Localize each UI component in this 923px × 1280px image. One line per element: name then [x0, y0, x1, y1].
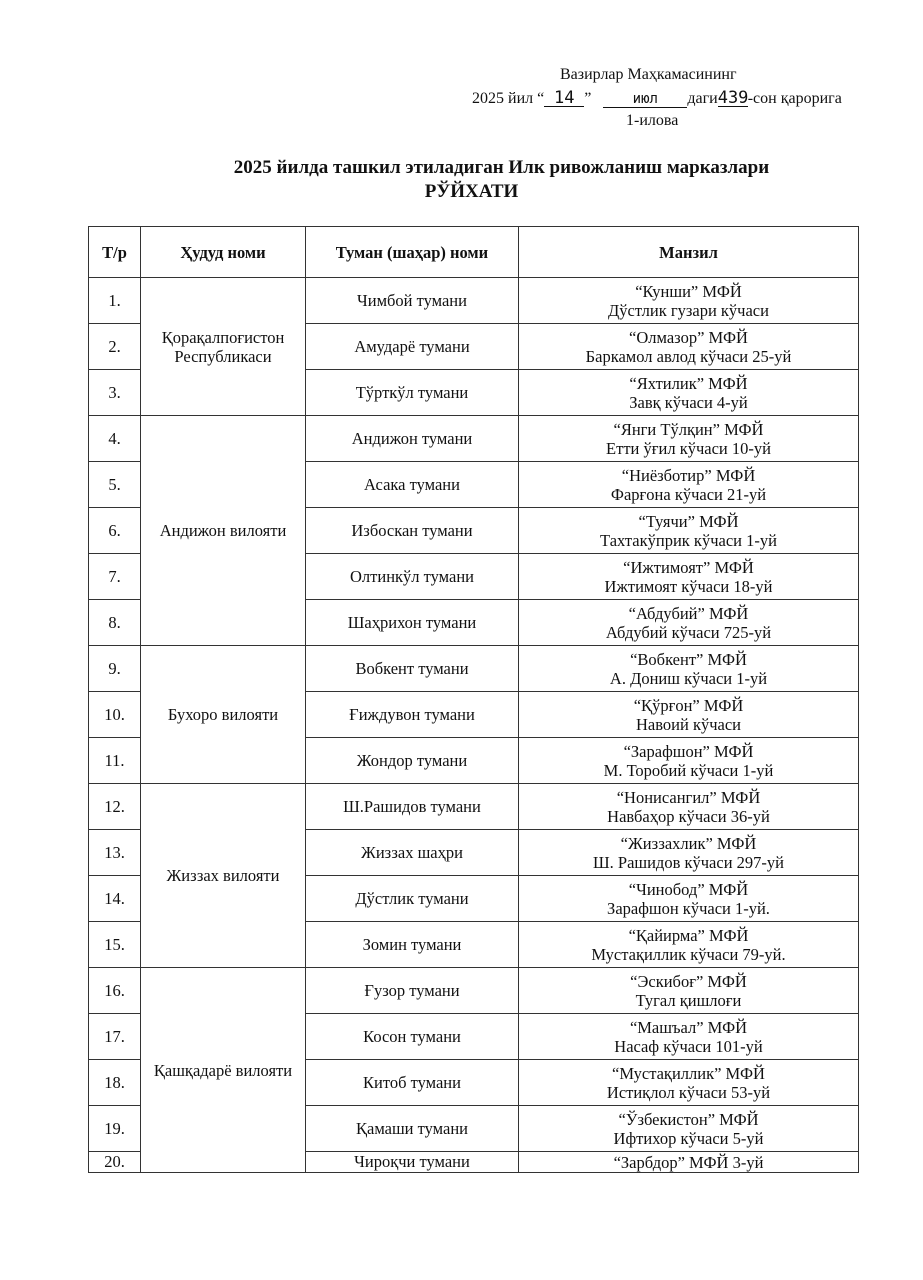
row-number: 16.	[89, 968, 141, 1014]
row-number: 15.	[89, 922, 141, 968]
address-line2: Зарафшон кўчаси 1-уй.	[607, 898, 770, 918]
district-name: Ш.Рашидов тумани	[306, 784, 519, 830]
table-row	[89, 784, 859, 830]
row-number: 17.	[89, 1014, 141, 1060]
header-line2	[472, 90, 842, 108]
district-name: Чироқчи тумани	[306, 1152, 519, 1173]
address-line1: “Зарафшон” МФЙ	[623, 741, 754, 761]
header-region-col: Ҳудуд номи	[141, 227, 306, 278]
region-name: Андижон вилояти	[141, 416, 306, 646]
address-line2: Ш. Рашидов кўчаси 297-уй	[593, 852, 784, 872]
address-line2: Ифтихор кўчаси 5-уй	[613, 1128, 764, 1148]
address	[519, 1014, 859, 1060]
address	[519, 600, 859, 646]
address-line1: “Ниёзботир” МФЙ	[621, 465, 756, 485]
table-header-row	[89, 227, 859, 278]
address-line2: Навбаҳор кўчаси 36-уй	[607, 806, 770, 826]
row-number: 4.	[89, 416, 141, 462]
address-line1: “Туячи” МФЙ	[638, 511, 739, 531]
centers-table	[88, 226, 859, 1173]
district-name: Шаҳрихон тумани	[306, 600, 519, 646]
district-name: Ғузор тумани	[306, 968, 519, 1014]
address	[519, 1152, 859, 1173]
address-line2: Мустақиллик кўчаси 79-уй.	[591, 944, 786, 964]
address-line1: “Нонисангил” МФЙ	[616, 787, 761, 807]
district-name: Жиззах шаҳри	[306, 830, 519, 876]
document-title: 2025 йилда ташкил этиладиган Илк ривожланиш марказлари	[233, 157, 770, 178]
address-line2: Баркамол авлод кўчаси 25-уй	[585, 346, 792, 366]
address-line1: “Кунши” МФЙ	[635, 281, 742, 301]
region-name: Бухоро вилояти	[141, 646, 306, 784]
address-line2: М. Торобий кўчаси 1-уй	[603, 760, 774, 780]
address	[519, 876, 859, 922]
header-line3	[626, 112, 678, 130]
table-row	[89, 416, 859, 462]
address	[519, 784, 859, 830]
row-number: 18.	[89, 1060, 141, 1106]
address-line2: Истиқлол кўчаси 53-уй	[606, 1082, 771, 1102]
address-line2: Тахтакўприк кўчаси 1-уй	[600, 530, 777, 550]
address	[519, 416, 859, 462]
address-line1: “Жиззахлик” МФЙ	[620, 833, 757, 853]
address-line1: “Қўрғон” МФЙ	[633, 695, 744, 715]
address-line1: “Янги Тўлқин” МФЙ	[613, 419, 764, 439]
district-name: Косон тумани	[306, 1014, 519, 1060]
document-title-list: РЎЙХАТИ	[424, 181, 519, 202]
address	[519, 830, 859, 876]
address-line1: “Чинобод” МФЙ	[628, 879, 749, 899]
address	[519, 508, 859, 554]
header-number-col: Т/р	[89, 227, 141, 278]
header-day: 14	[544, 90, 584, 107]
row-number: 1.	[89, 278, 141, 324]
header-address-col: Манзил	[519, 227, 859, 278]
row-number: 8.	[89, 600, 141, 646]
header-appendix: 1-илова	[626, 112, 679, 129]
header-district-col: Туман (шаҳар) номи	[306, 227, 519, 278]
address-line1: “Вобкент” МФЙ	[630, 649, 747, 669]
header-ministry: Вазирлар Маҳкамасининг	[560, 66, 737, 83]
row-number: 14.	[89, 876, 141, 922]
district-name: Андижон тумани	[306, 416, 519, 462]
district-name: Тўрткўл тумани	[306, 370, 519, 416]
row-number: 7.	[89, 554, 141, 600]
address-line1: “Мустақиллик” МФЙ	[612, 1063, 765, 1083]
row-number: 19.	[89, 1106, 141, 1152]
address-line1: “Қайирма” МФЙ	[628, 925, 749, 945]
district-name: Жондор тумани	[306, 738, 519, 784]
row-number: 11.	[89, 738, 141, 784]
district-name: Чимбой тумани	[306, 278, 519, 324]
region-name: Қорақалпоғистон Республикаси	[141, 278, 306, 416]
address	[519, 1060, 859, 1106]
address-line1: “Эскибоғ” МФЙ	[630, 971, 747, 991]
row-number: 10.	[89, 692, 141, 738]
address-line2: Ижтимоят кўчаси 18-уй	[604, 576, 773, 596]
address	[519, 278, 859, 324]
address-line2: Абдубий кўчаси 725-уй	[605, 622, 772, 642]
header-year-prefix: 2025 йил “	[472, 90, 545, 107]
address	[519, 1106, 859, 1152]
row-number: 20.	[89, 1152, 141, 1173]
address-line2: Тугал қишлоғи	[635, 990, 742, 1010]
row-number: 5.	[89, 462, 141, 508]
address-line2: Навоий кўчаси	[636, 714, 741, 734]
address	[519, 554, 859, 600]
header-quote-close: ”	[584, 90, 592, 107]
table-row	[89, 968, 859, 1014]
address	[519, 370, 859, 416]
address	[519, 462, 859, 508]
table-row	[89, 646, 859, 692]
district-name: Ғиждувон тумани	[306, 692, 519, 738]
address	[519, 968, 859, 1014]
region-name: Жиззах вилояти	[141, 784, 306, 968]
row-number: 9.	[89, 646, 141, 692]
row-number: 2.	[89, 324, 141, 370]
district-name: Олтинкўл тумани	[306, 554, 519, 600]
address-line2: Дўстлик гузари кўчаси	[608, 300, 769, 320]
district-name: Зомин тумани	[306, 922, 519, 968]
header-month: июл	[603, 91, 687, 108]
address-line1: “Ўзбекистон” МФЙ	[618, 1109, 759, 1129]
address-line2: Фарғона кўчаси 21-уй	[610, 484, 767, 504]
address-line1: “Зарбдор” МФЙ 3-уй	[613, 1152, 764, 1172]
address-line1: “Яхтилик” МФЙ	[629, 373, 748, 393]
address	[519, 922, 859, 968]
table-body	[89, 278, 859, 1173]
address	[519, 646, 859, 692]
address-line2: Насаф кўчаси 101-уй	[614, 1036, 763, 1056]
address	[519, 324, 859, 370]
region-name: Қашқадарё вилояти	[141, 968, 306, 1173]
address-line1: “Олмазор” МФЙ	[629, 327, 748, 347]
address-line2: Завқ кўчаси 4-уй	[629, 392, 748, 412]
row-number: 6.	[89, 508, 141, 554]
header-number: 439	[717, 88, 749, 108]
address-line2: Етти ўғил кўчаси 10-уй	[606, 438, 771, 458]
district-name: Избоскан тумани	[306, 508, 519, 554]
address	[519, 692, 859, 738]
row-number: 13.	[89, 830, 141, 876]
district-name: Вобкент тумани	[306, 646, 519, 692]
address-line1: “Машъал” МФЙ	[629, 1017, 748, 1037]
district-name: Амударё тумани	[306, 324, 519, 370]
district-name: Дўстлик тумани	[306, 876, 519, 922]
table-row	[89, 278, 859, 324]
header-line1	[560, 66, 737, 84]
district-name: Китоб тумани	[306, 1060, 519, 1106]
header-suffix: -сон қарорига	[747, 90, 842, 107]
district-name: Асака тумани	[306, 462, 519, 508]
address-line1: “Абдубий” МФЙ	[628, 603, 749, 623]
district-name: Қамаши тумани	[306, 1106, 519, 1152]
address	[519, 738, 859, 784]
row-number: 12.	[89, 784, 141, 830]
address-line2: А. Дониш кўчаси 1-уй	[609, 668, 768, 688]
header-dagi: даги	[687, 90, 718, 107]
row-number: 3.	[89, 370, 141, 416]
address-line1: “Ижтимоят” МФЙ	[623, 557, 754, 577]
